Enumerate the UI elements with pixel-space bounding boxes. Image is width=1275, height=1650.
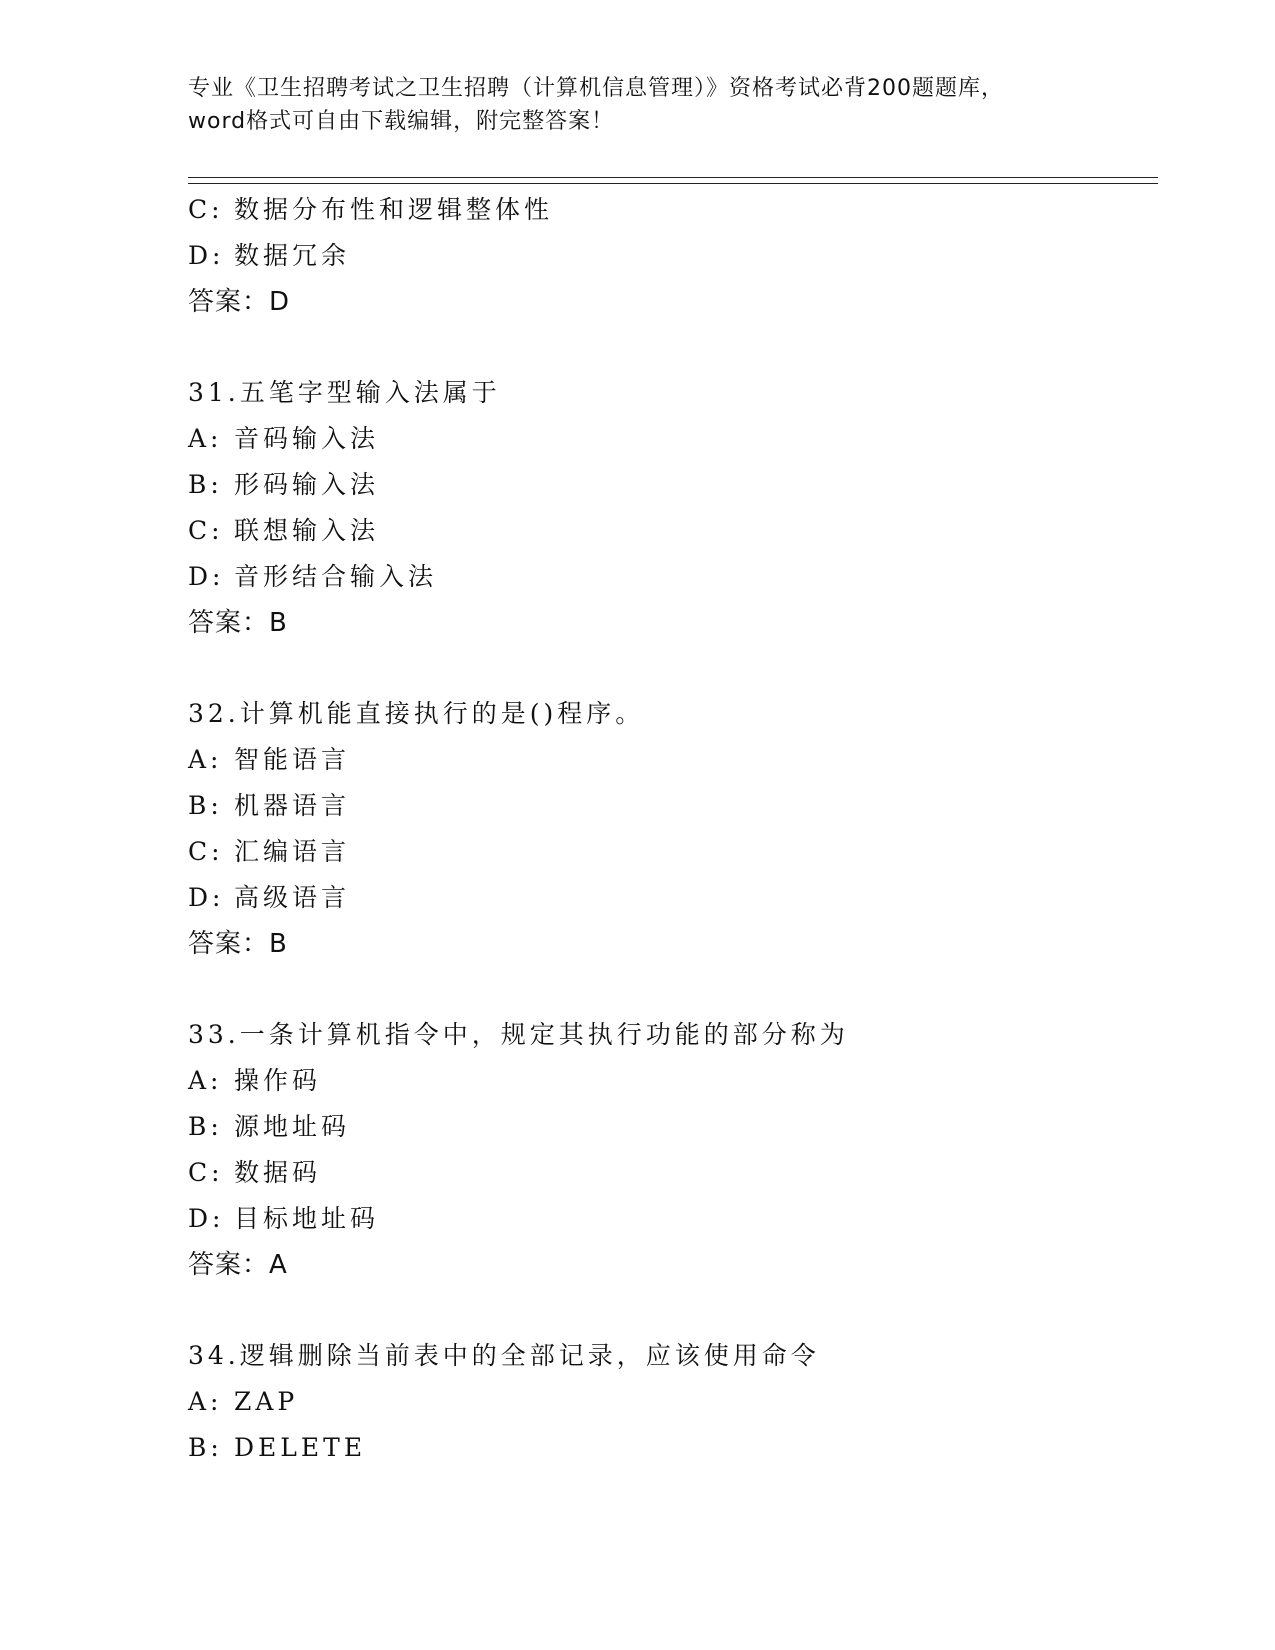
question-34 xyxy=(188,1333,1148,1471)
question-33 xyxy=(188,1012,1148,1288)
option-text: ZAP xyxy=(234,1387,299,1416)
option-text: 音码输入法 xyxy=(234,424,380,453)
option-row xyxy=(188,187,1148,233)
option-text: 高级语言 xyxy=(234,883,351,912)
question-32 xyxy=(188,691,1148,967)
option-row xyxy=(188,1104,1148,1150)
option-row xyxy=(188,462,1148,508)
question-gap xyxy=(188,1288,1148,1333)
option-text: 数据分布性和逻辑整体性 xyxy=(234,195,554,224)
question-gap xyxy=(188,967,1148,1012)
option-letter: D: xyxy=(188,562,225,591)
question-30-continued xyxy=(188,187,1148,325)
header-line-1: 专业《卫生招聘考试之卫生招聘（计算机信息管理）》资格考试必背200题题库， xyxy=(188,76,1004,101)
header-rule-top xyxy=(188,177,1158,178)
option-text: 操作码 xyxy=(234,1066,322,1095)
option-text: 数据码 xyxy=(234,1158,322,1187)
option-letter: A: xyxy=(188,1066,223,1095)
question-stem: 31.五笔字型输入法属于 xyxy=(188,378,501,407)
option-text: 汇编语言 xyxy=(234,837,351,866)
option-text: 音形结合输入法 xyxy=(234,562,438,591)
option-letter: B: xyxy=(188,1112,223,1141)
option-text: 目标地址码 xyxy=(234,1204,380,1233)
document-header xyxy=(188,72,1088,138)
option-row xyxy=(188,875,1148,921)
option-letter: D: xyxy=(188,883,225,912)
question-list xyxy=(188,187,1148,1471)
option-text: 源地址码 xyxy=(234,1112,351,1141)
header-line-2: word格式可自由下载编辑，附完整答案！ xyxy=(188,109,615,134)
option-letter: B: xyxy=(188,470,223,499)
option-letter: A: xyxy=(188,424,223,453)
question-stem: 33.一条计算机指令中，规定其执行功能的部分称为 xyxy=(188,1020,849,1049)
question-31 xyxy=(188,370,1148,646)
option-text: 机器语言 xyxy=(234,791,351,820)
option-row xyxy=(188,737,1148,783)
answer-line: 答案：B xyxy=(188,929,288,959)
option-letter: D: xyxy=(188,241,225,270)
option-row xyxy=(188,1425,1148,1471)
answer-line: 答案：B xyxy=(188,608,288,638)
option-letter: B: xyxy=(188,1433,223,1462)
option-row xyxy=(188,1058,1148,1104)
option-letter: C: xyxy=(188,195,224,224)
option-text: 形码输入法 xyxy=(234,470,380,499)
option-row xyxy=(188,1150,1148,1196)
question-gap xyxy=(188,325,1148,370)
option-row xyxy=(188,233,1148,279)
question-stem: 32.计算机能直接执行的是()程序。 xyxy=(188,699,645,728)
option-row xyxy=(188,1379,1148,1425)
option-text: DELETE xyxy=(234,1433,367,1462)
option-letter: C: xyxy=(188,516,224,545)
option-letter: C: xyxy=(188,837,224,866)
question-gap xyxy=(188,646,1148,691)
option-row xyxy=(188,554,1148,600)
option-letter: A: xyxy=(188,745,223,774)
option-letter: B: xyxy=(188,791,223,820)
option-letter: C: xyxy=(188,1158,224,1187)
option-text: 数据冗余 xyxy=(234,241,351,270)
option-row xyxy=(188,508,1148,554)
answer-line: 答案：A xyxy=(188,1250,288,1280)
question-stem: 34.逻辑删除当前表中的全部记录，应该使用命令 xyxy=(188,1341,820,1370)
answer-line: 答案：D xyxy=(188,287,291,317)
option-row xyxy=(188,829,1148,875)
header-rule-bottom xyxy=(188,183,1158,184)
option-letter: D: xyxy=(188,1204,225,1233)
option-text: 智能语言 xyxy=(234,745,351,774)
option-text: 联想输入法 xyxy=(234,516,380,545)
option-row xyxy=(188,1196,1148,1242)
option-letter: A: xyxy=(188,1387,223,1416)
option-row xyxy=(188,416,1148,462)
option-row xyxy=(188,783,1148,829)
